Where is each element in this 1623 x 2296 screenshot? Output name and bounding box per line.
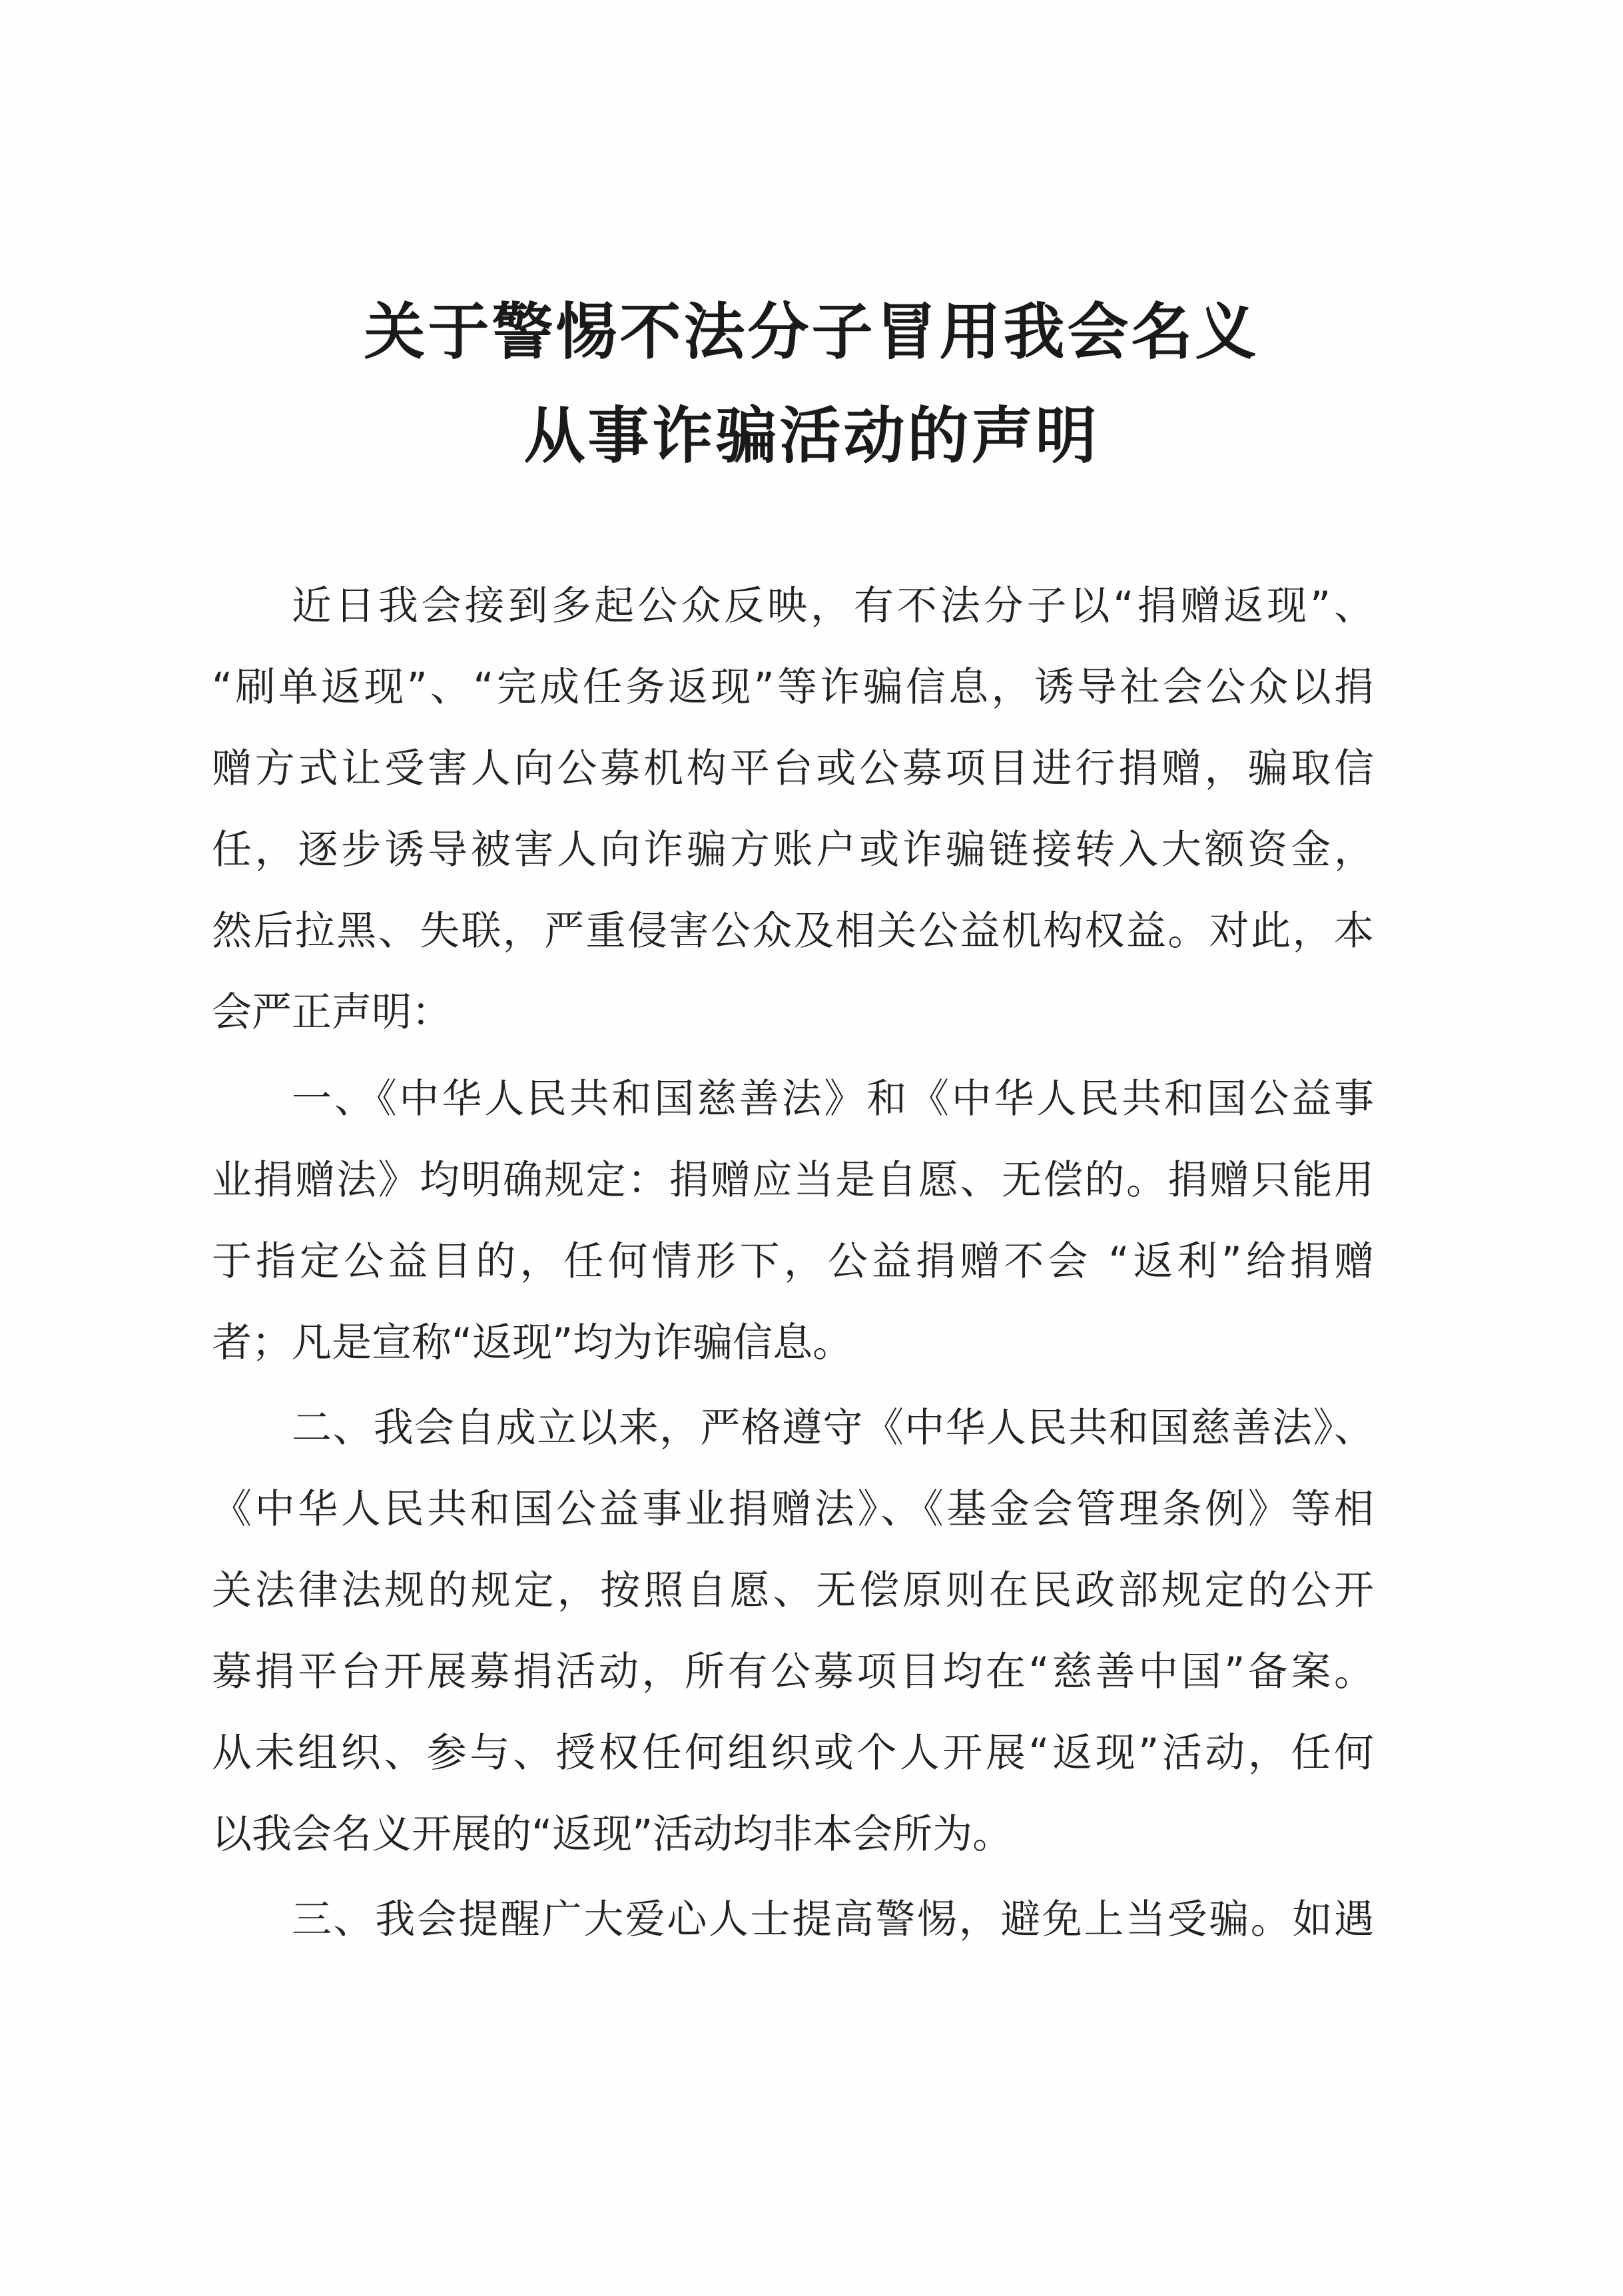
body-line: 从未组织、参与、授权任何组织或个人开展“返现”活动，任何: [212, 1730, 1374, 1776]
body-line: 三、我会提醒广大爱心人士提高警惕，避免上当受骗。如遇: [292, 1896, 1374, 1943]
body-line: 《中华人民共和国公益事业捐赠法》、《基金会管理条例》等相: [212, 1486, 1374, 1533]
body-line: 关法律法规的规定，按照自愿、无偿原则在民政部规定的公开: [212, 1567, 1374, 1614]
body-line: 者；凡是宣称“返现”均为诈骗信息。: [212, 1320, 853, 1366]
document-title-line-2: 从事诈骗活动的声明: [523, 400, 1100, 472]
body-line: 二、我会自成立以来，严格遵守《中华人民共和国慈善法》、: [292, 1405, 1374, 1451]
body-line: 会严正声明：: [212, 989, 452, 1036]
body-line: 近日我会接到多起公众反映，有不法分子以“捐赠返现”、: [292, 583, 1374, 629]
body-line: 然后拉黑、失联，严重侵害公众及相关公益机构权益。对此，本: [212, 908, 1374, 955]
body-line: “刷单返现”、“完成任务返现”等诈骗信息，诱导社会公众以捐: [212, 664, 1374, 711]
body-line: 于指定公益目的，任何情形下，公益捐赠不会 “返利”给捐赠: [212, 1238, 1374, 1285]
body-line: 募捐平台开展募捐活动，所有公募项目均在“慈善中国”备案。: [212, 1649, 1374, 1695]
body-line: 业捐赠法》均明确规定：捐赠应当是自愿、无偿的。捐赠只能用: [212, 1157, 1374, 1204]
body-line: 一、《中华人民共和国慈善法》和《中华人民共和国公益事: [292, 1076, 1374, 1122]
body-line: 任，逐步诱导被害人向诈骗方账户或诈骗链接转入大额资金，: [212, 827, 1374, 873]
body-line: 赠方式让受害人向公募机构平台或公募项目进行捐赠，骗取信: [212, 745, 1374, 792]
body-line: 以我会名义开展的“返现”活动均非本会所为。: [212, 1811, 1013, 1858]
document-title-line-1: 关于警惕不法分子冒用我会名义: [364, 296, 1259, 368]
